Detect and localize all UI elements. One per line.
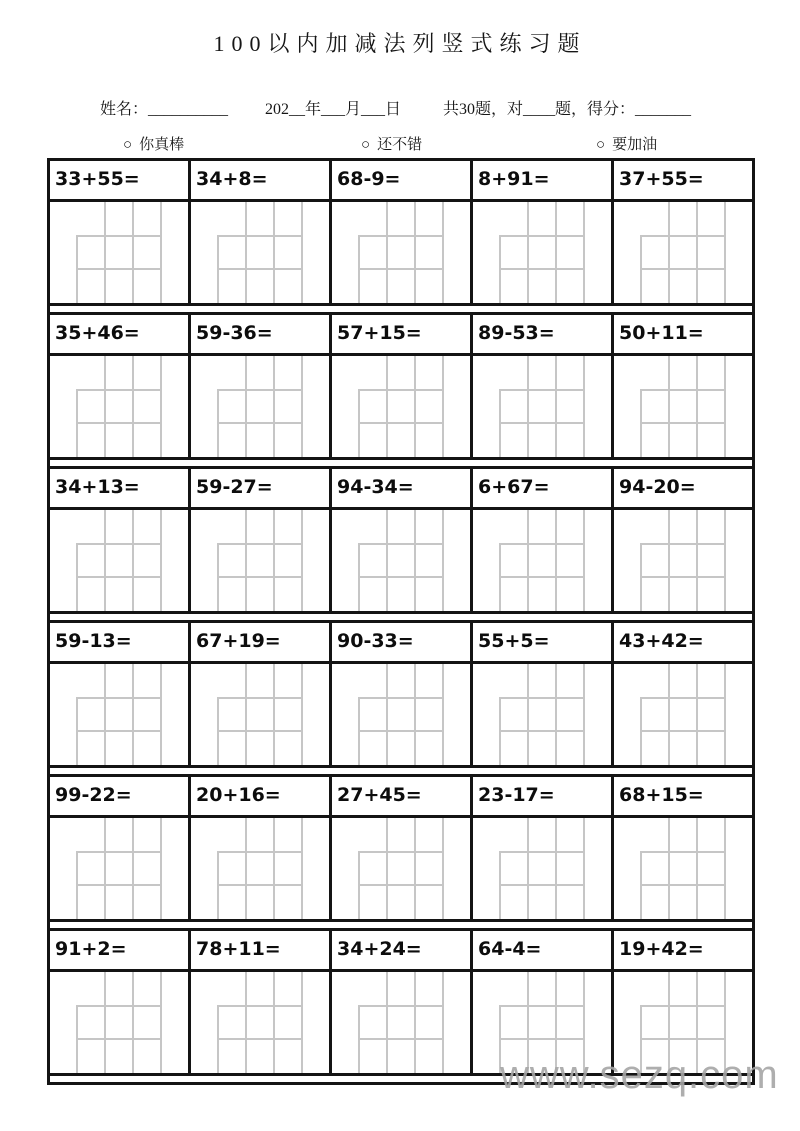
problem-cell [473,623,614,765]
problem-label: 37+55= [614,161,752,202]
problem-row-6 [50,931,752,1073]
page-title: 100以内加减法列竖式练习题 [213,31,587,56]
problem-label: 89-53= [473,315,611,356]
problem-label: 91+2= [50,931,188,972]
problem-cell [50,623,191,765]
answer-area [332,202,470,303]
circle-icon: ○ [596,137,606,153]
problem-label: 35+46= [50,315,188,356]
answer-area [473,818,611,919]
problem-cell [191,931,332,1073]
problem-cell [614,931,752,1073]
answer-area [191,356,329,457]
answer-area [50,202,188,303]
calc-grid [640,664,726,765]
problem-label: 34+13= [50,469,188,510]
answer-area [614,356,752,457]
calc-grid [217,510,303,611]
rating-label: 要加油 [612,137,658,153]
problem-cell [191,161,332,303]
problem-label: 99-22= [50,777,188,818]
row-separator [50,303,752,315]
problem-label: 33+55= [50,161,188,202]
problem-label: 90-33= [332,623,470,664]
circle-icon: ○ [361,137,371,153]
row-separator [50,765,752,777]
answer-area [50,510,188,611]
problem-cell [332,161,473,303]
calc-grid [76,510,162,611]
problem-row-4 [50,623,752,765]
calc-grid [499,818,585,919]
calc-grid [358,510,444,611]
problem-cell [614,623,752,765]
problem-cell [50,315,191,457]
problem-label: 59-13= [50,623,188,664]
circle-icon: ○ [123,137,133,153]
problem-label: 8+91= [473,161,611,202]
calc-grid [640,202,726,303]
problem-label: 57+15= [332,315,470,356]
answer-area [473,202,611,303]
calc-grid [358,664,444,765]
problem-label: 34+8= [191,161,329,202]
answer-area [332,664,470,765]
calc-grid [358,818,444,919]
row-separator [50,611,752,623]
answer-area [50,664,188,765]
rating-option-great [123,133,184,154]
calc-grid [358,972,444,1073]
problem-cell [473,161,614,303]
problem-cell [191,623,332,765]
name-blank-field: 姓名：__________ [100,101,229,118]
calc-grid [217,356,303,457]
answer-area [332,356,470,457]
answer-area [473,510,611,611]
problem-cell [614,161,752,303]
answer-area [614,664,752,765]
problem-row-2 [50,315,752,457]
problem-label: 94-20= [614,469,752,510]
calc-grid [499,356,585,457]
problem-label: 50+11= [614,315,752,356]
problem-cell [473,469,614,611]
problem-cell [614,469,752,611]
calc-grid [76,664,162,765]
answer-area [191,202,329,303]
problem-cell [191,315,332,457]
problem-cell [191,777,332,919]
problem-cell [332,469,473,611]
answer-area [332,818,470,919]
calc-grid [358,356,444,457]
calc-grid [217,202,303,303]
problem-label: 78+11= [191,931,329,972]
problem-label: 59-36= [191,315,329,356]
calc-grid [217,664,303,765]
problem-label: 59-27= [191,469,329,510]
answer-area [191,818,329,919]
problem-label: 27+45= [332,777,470,818]
calc-grid [640,818,726,919]
problem-cell [50,777,191,919]
problem-cell [332,931,473,1073]
calc-grid [499,510,585,611]
calc-grid [217,972,303,1073]
problem-label: 20+16= [191,777,329,818]
problem-cell [332,777,473,919]
problem-row-5 [50,777,752,919]
calc-grid [76,202,162,303]
problem-cell [332,315,473,457]
row-separator [50,457,752,469]
answer-area [473,356,611,457]
answer-area [614,818,752,919]
problem-label: 68-9= [332,161,470,202]
header-info-line [0,96,800,120]
rating-label: 你真棒 [139,137,185,153]
answer-area [191,510,329,611]
problem-label: 34+24= [332,931,470,972]
problem-label: 43+42= [614,623,752,664]
problem-cell [332,623,473,765]
problem-cell [50,469,191,611]
score-blank-field: 共30题，对____题，得分：_______ [443,101,692,118]
problem-cell [473,777,614,919]
answer-area [50,972,188,1073]
calc-grid [358,202,444,303]
calc-grid [499,664,585,765]
problem-label: 19+42= [614,931,752,972]
calc-grid [499,202,585,303]
problem-label: 6+67= [473,469,611,510]
problem-label: 64-4= [473,931,611,972]
problem-cell [614,777,752,919]
answer-area [473,664,611,765]
problem-cell [473,931,614,1073]
answer-area [332,972,470,1073]
calc-grid [76,818,162,919]
answer-area [50,818,188,919]
problem-cell [473,315,614,457]
answer-area [614,202,752,303]
problem-cell [614,315,752,457]
calc-grid [76,972,162,1073]
calc-grid [217,818,303,919]
calc-grid [640,510,726,611]
problem-label: 23-17= [473,777,611,818]
row-separator [50,919,752,931]
answer-area [614,510,752,611]
calc-grid [76,356,162,457]
calc-grid [640,356,726,457]
problem-label: 68+15= [614,777,752,818]
problem-cell [50,161,191,303]
problem-label: 94-34= [332,469,470,510]
date-blank-field: 202__年___月___日 [265,101,402,118]
watermark: www.sezq.com [500,1053,779,1097]
problem-row-3 [50,469,752,611]
problem-cell [191,469,332,611]
problem-cell [50,931,191,1073]
rating-row [0,133,800,155]
answer-area [50,356,188,457]
rating-option-notbad [361,133,422,154]
rating-label: 还不错 [377,137,423,153]
problem-row-1 [50,161,752,303]
problem-label: 67+19= [191,623,329,664]
answer-area [191,664,329,765]
problem-label: 55+5= [473,623,611,664]
answer-area [332,510,470,611]
answer-area [191,972,329,1073]
rating-option-tryharder [596,133,657,154]
problem-table [47,158,755,1085]
